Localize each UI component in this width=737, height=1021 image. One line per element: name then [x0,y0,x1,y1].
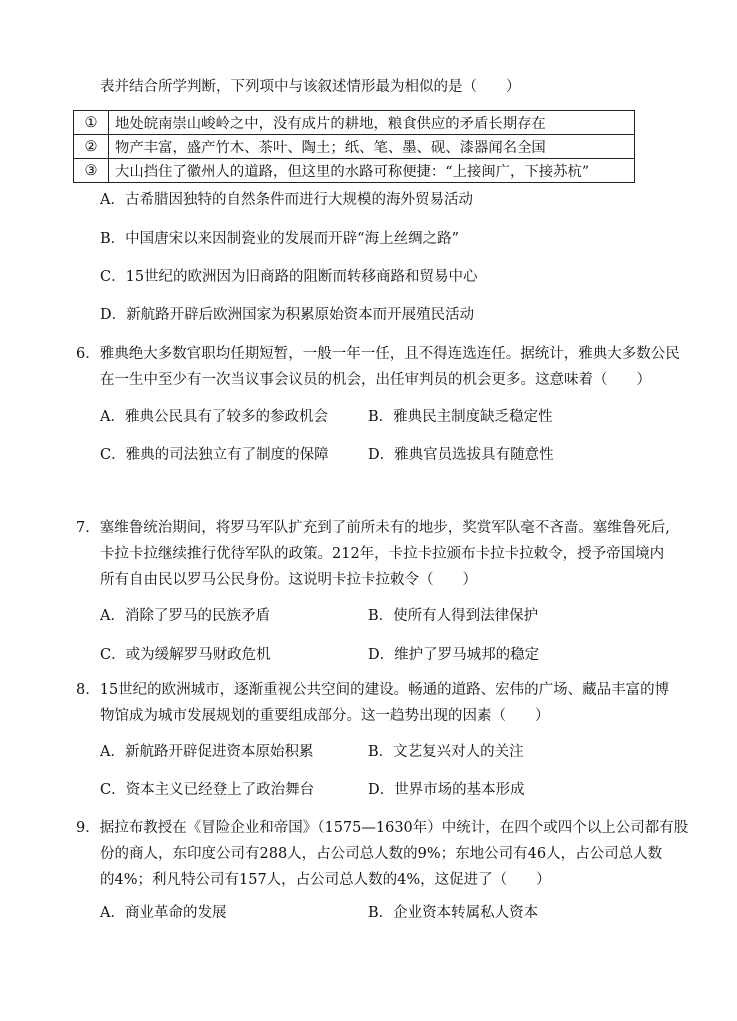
row-number: ③ [74,159,109,183]
info-table [73,110,635,183]
q9-option-b: B．企业资本转属私人资本 [368,905,539,921]
table-row [74,135,635,159]
q6-stem-line2: 在一生中至少有一次当议事会议员的机会，出任审判员的机会更多。这意味着（ ） [100,372,651,388]
q6-stem-line1: 6．雅典绝大多数官职均任期短暂，一般一年一任，且不得连选连任。据统计，雅典大多数公民 [76,346,680,362]
q9-stem-line1: 9．据拉布教授在《冒险企业和帝国》（1575—1630年）中统计，在四个或四个以上公司都有股 [76,820,689,836]
q7-option-d: D．维护了罗马城邦的稳定 [368,647,540,663]
q9-stem-line3: 的4%；利凡特公司有157人，占公司总人数的4%，这促进了（ ） [100,872,551,888]
q7-stem-line3: 所有自由民以罗马公民身份。这说明卡拉卡拉敕令（ ） [100,572,477,588]
q9-stem-line2: 份的商人，东印度公司有288人，占公司总人数的9%；东地公司有46人，占公司总人数 [100,846,663,862]
q6-option-c: C．雅典的司法独立有了制度的保障 [100,447,329,463]
q8-stem-line1: 8．15世纪的欧洲城市，逐渐重视公共空间的建设。畅通的道路、宏伟的广场、藏品丰富的博 [76,682,670,698]
q8-option-c: C．资本主义已经登上了政治舞台 [100,782,315,798]
row-number: ① [74,111,109,135]
q6-option-a: A．雅典公民具有了较多的参政机会 [100,409,328,425]
row-text: 大山挡住了徽州人的道路，但这里的水路可称便捷：“上接闽广，下接苏杭” [109,159,635,183]
q7-option-a: A．消除了罗马的民族矛盾 [100,608,270,624]
q7-option-b: B．使所有人得到法律保护 [368,608,539,624]
q8-option-d: D．世界市场的基本形成 [368,782,525,798]
q9-option-a: A．商业革命的发展 [100,905,227,921]
row-text: 地处皖南崇山峻岭之中，没有成片的耕地，粮食供应的矛盾长期存在 [109,111,635,135]
q5-option-d: D．新航路开辟后欧洲国家为积累原始资本而开展殖民活动 [100,307,475,323]
table-row [74,111,635,135]
row-text: 物产丰富，盛产竹木、茶叶、陶土；纸、笔、墨、砚、漆器闻名全国 [109,135,635,159]
q7-option-c: C．或为缓解罗马财政危机 [100,647,271,663]
table-row [74,159,635,183]
q6-option-d: D．雅典官员选拔具有随意性 [368,447,554,463]
q6-option-b: B．雅典民主制度缺乏稳定性 [368,409,553,425]
q8-stem-line2: 物馆成为城市发展规划的重要组成部分。这一趋势出现的因素（ ） [100,708,550,724]
q5-option-b: B．中国唐宋以来因制瓷业的发展而开辟“海上丝绸之路” [100,231,459,247]
q7-stem-line1: 7．塞维鲁统治期间，将罗马军队扩充到了前所未有的地步，奖赏军队毫不吝啬。塞维鲁死后, [76,520,670,536]
q5-option-a: A．古希腊因独特的自然条件而进行大规模的海外贸易活动 [100,192,473,208]
question-intro: 表并结合所学判断，下列项中与该叙述情形最为相似的是（ ） [100,79,521,95]
q7-stem-line2: 卡拉卡拉继续推行优待军队的政策。212年，卡拉卡拉颁布卡拉卡拉敕令，授予帝国境内 [100,546,665,562]
q8-option-b: B．文艺复兴对人的关注 [368,744,524,760]
q5-option-c: C．15世纪的欧洲因为旧商路的阻断而转移商路和贸易中心 [100,269,478,285]
q8-option-a: A．新航路开辟促进资本原始积累 [100,744,314,760]
row-number: ② [74,135,109,159]
